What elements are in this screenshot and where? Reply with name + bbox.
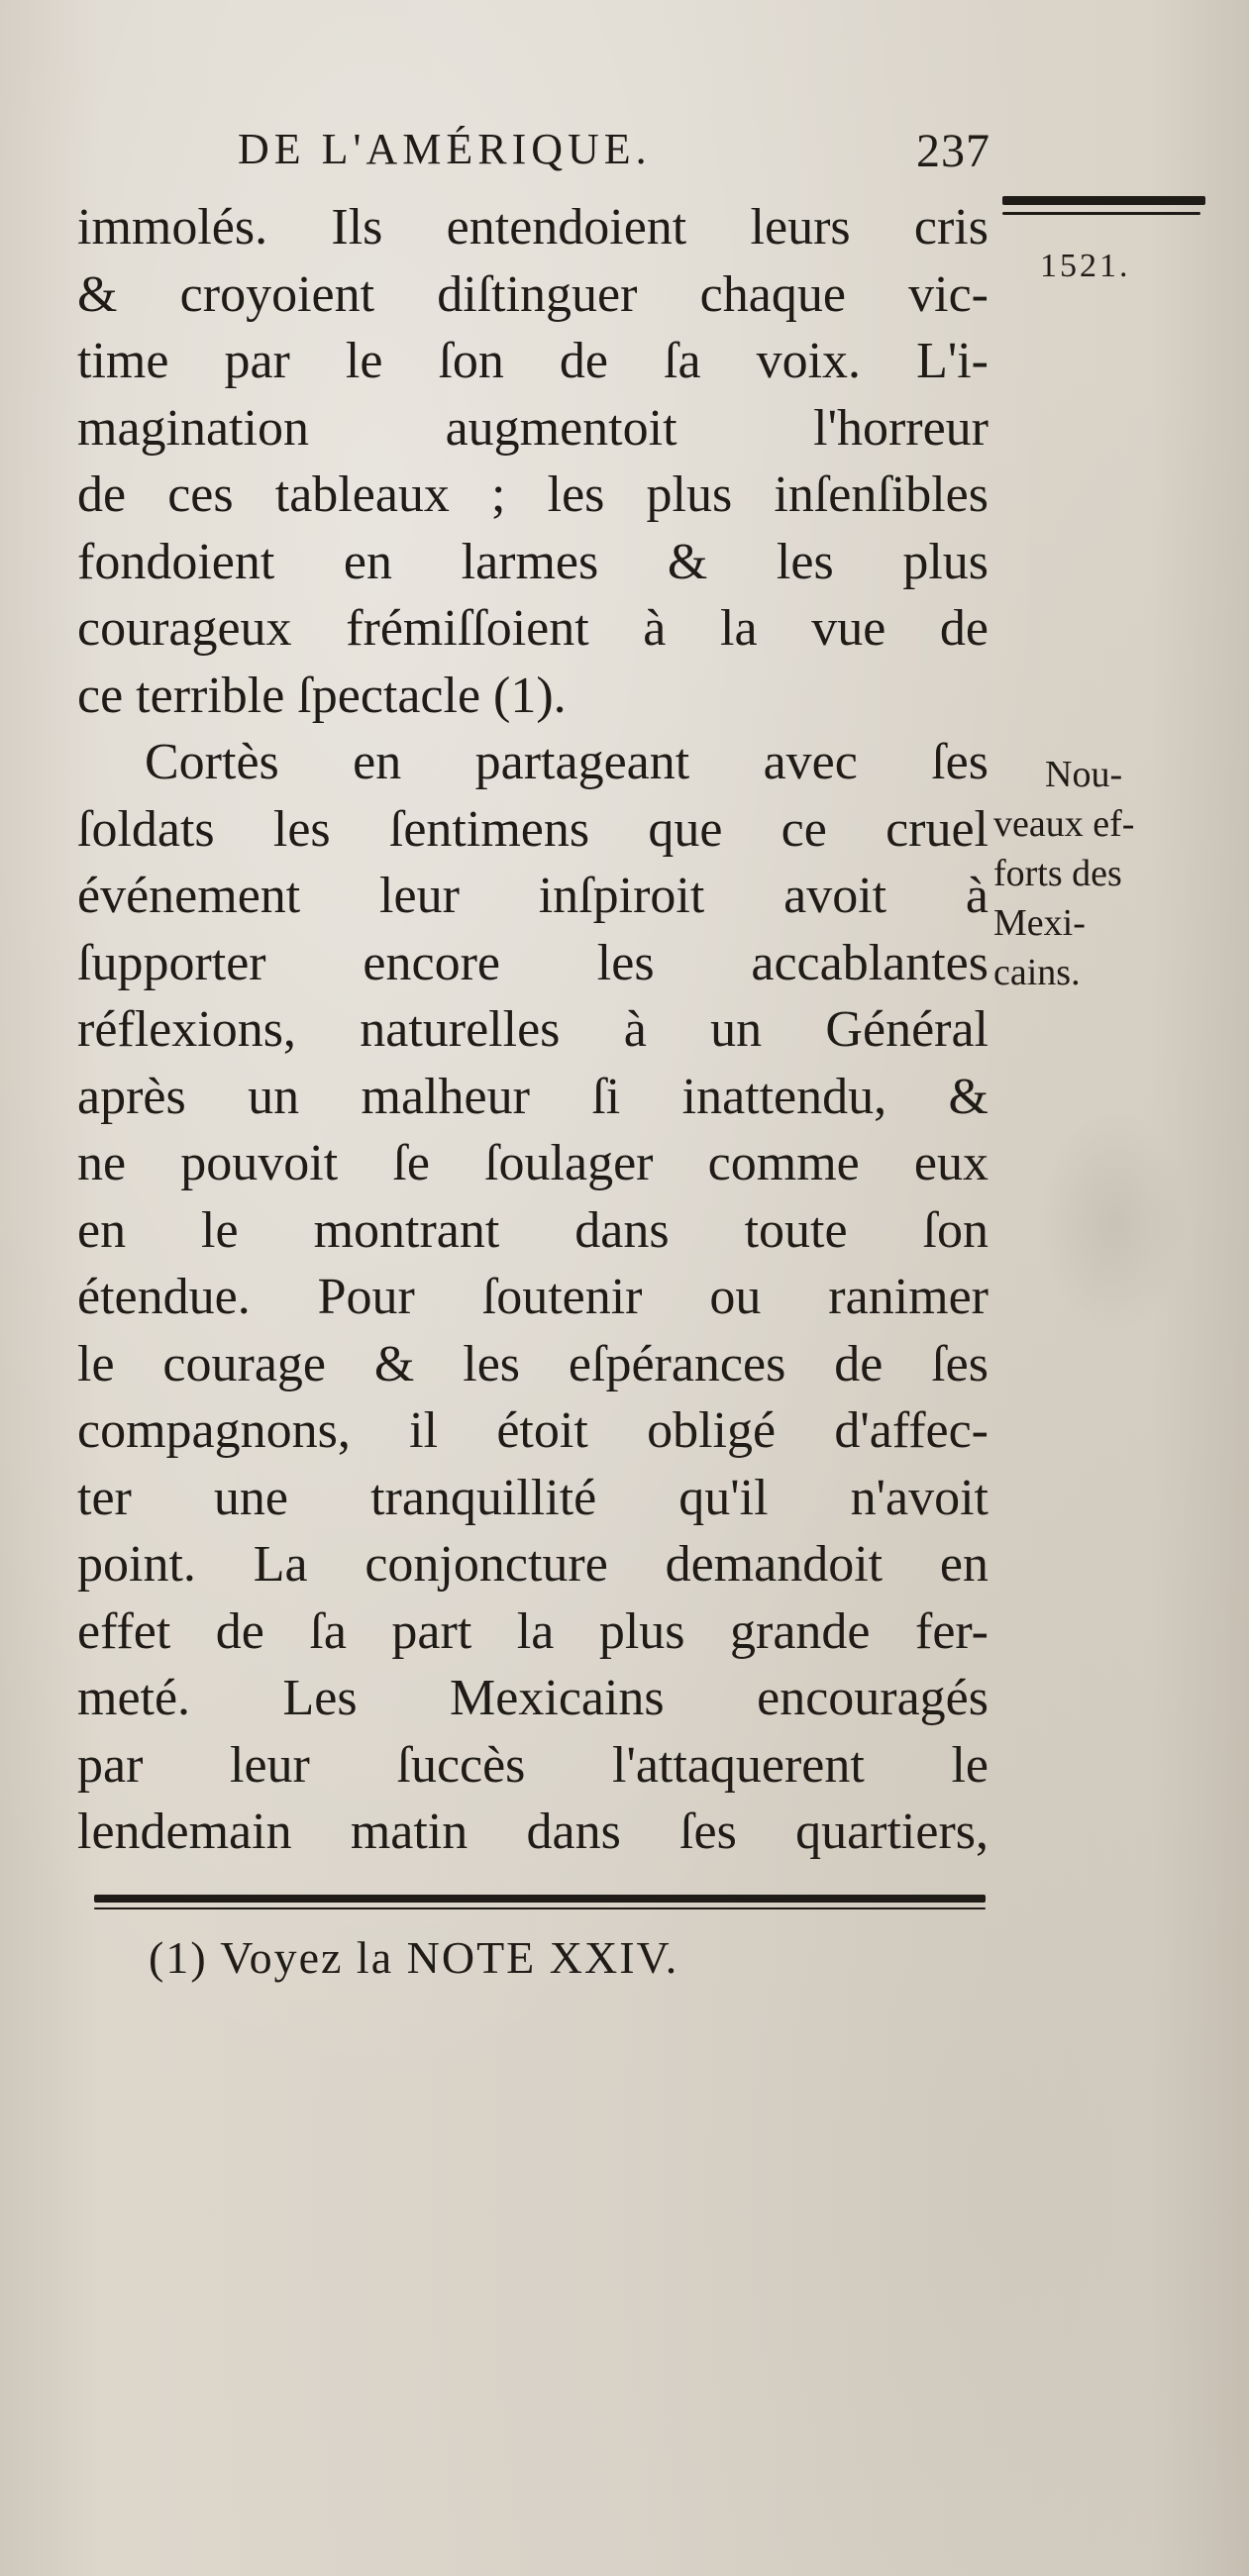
margin-rule-thin (1002, 212, 1200, 215)
text-line: de ces tableaux ; les plus inſenſibles (77, 466, 989, 523)
text-line: meté. Les Mexicains encouragés (77, 1670, 989, 1726)
text-line: effet de ſa part la plus grande fer- (77, 1602, 989, 1660)
text-line: étendue. Pour ſoutenir ou ranimer (77, 1269, 989, 1325)
text-line: time par le ſon de ſa voix. L'i- (77, 333, 989, 389)
text-line: point. La conjoncture demandoit en (77, 1536, 989, 1593)
page-header (238, 124, 990, 183)
text-line: courageux frémiſſoient à la vue de (77, 600, 989, 657)
body-text (77, 194, 989, 1866)
text-line: immolés. Ils entendoient leurs cris (77, 199, 989, 256)
text-line: le courage & les eſpérances de ſes (77, 1335, 989, 1392)
text-line: Cortès en partageant avec ſes (145, 734, 989, 790)
text-line: ce terrible ſpectacle (1). (77, 667, 567, 724)
margin-year: 1521. (1040, 248, 1131, 284)
text-line: après un malheur ſi inattendu, & (77, 1068, 989, 1125)
text-line: & croyoient diſtinguer chaque vic- (77, 265, 989, 323)
margin-rule (1002, 196, 1205, 205)
footnote-rule-thin (94, 1907, 986, 1909)
margin-note-line: Nou- (1045, 754, 1123, 795)
text-line: fondoient en larmes & les plus (77, 533, 989, 590)
footnote: (1) Voyez la NOTE XXIV. (149, 1932, 679, 1983)
text-line: ter une tranquillité qu'il n'avoit (77, 1469, 989, 1526)
text-line: réflexions, naturelles à un Général (77, 1001, 989, 1058)
text-line: lendemain matin dans ſes quartiers, (77, 1803, 989, 1860)
running-title: DE L'AMÉRIQUE. (238, 125, 652, 173)
text-line: ſoldats les ſentimens que ce cruel (77, 800, 989, 858)
margin-note-line: forts des (993, 853, 1122, 894)
text-line: événement leur inſpiroit avoit à (77, 868, 989, 924)
margin-note-line: veaux ef- (993, 803, 1135, 845)
text-line: ſupporter encore les accablantes (77, 934, 989, 991)
margin-note-line: cains. (993, 952, 1081, 993)
paper-show-through (1040, 1109, 1189, 1337)
page-number: 237 (916, 125, 990, 177)
text-line: magination augmentoit l'horreur (77, 399, 989, 457)
text-line: par leur ſuccès l'attaquerent le (77, 1736, 989, 1794)
margin-note-line: Mexi- (993, 902, 1086, 944)
margin-note (993, 750, 1206, 997)
text-line: en le montrant dans toute ſon (77, 1201, 989, 1259)
text-line: ne pouvoit ſe ſoulager comme eux (77, 1135, 989, 1191)
footnote-rule (94, 1895, 986, 1903)
text-line: compagnons, il étoit obligé d'affec- (77, 1402, 989, 1459)
